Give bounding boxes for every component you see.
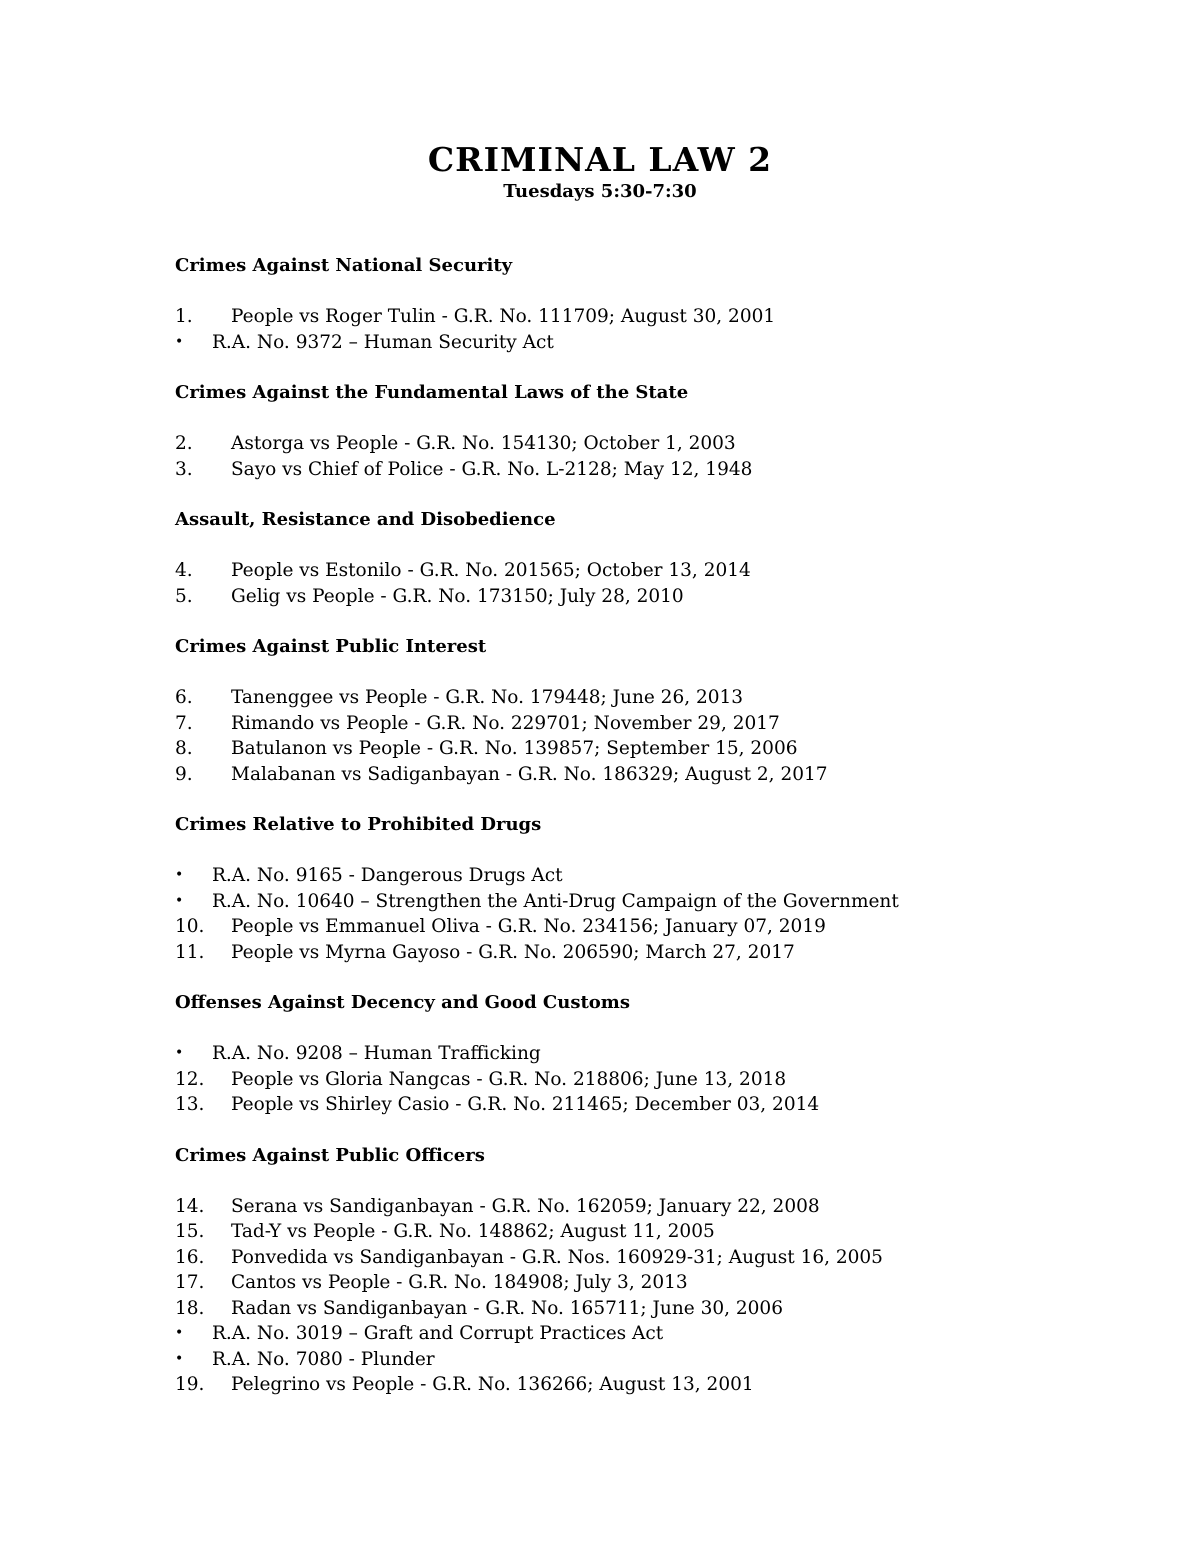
- item-number: 18.: [175, 1297, 205, 1319]
- item-number: 9.: [175, 763, 193, 785]
- case-list-item: [175, 711, 1135, 737]
- item-text: R.A. No. 3019 – Graft and Corrupt Practices Act: [212, 1323, 664, 1344]
- document-title: CRIMINAL LAW 2: [427, 140, 773, 179]
- item-text: Batulanon vs People - G.R. No. 139857; September 15, 2006: [231, 738, 798, 759]
- case-list-item: [175, 940, 1135, 966]
- item-number: 5.: [175, 585, 193, 607]
- section-heading: Crimes Relative to Prohibited Drugs: [175, 814, 542, 835]
- bullet-marker: •: [175, 892, 184, 909]
- item-number: 11.: [175, 941, 205, 963]
- item-number: 3.: [175, 458, 193, 480]
- item-text: People vs Myrna Gayoso - G.R. No. 206590; March 27, 2017: [231, 941, 795, 963]
- item-text: Serana vs Sandiganbayan - G.R. No. 162059; January 22, 2008: [231, 1195, 820, 1217]
- item-number: 17.: [175, 1272, 205, 1293]
- case-list: [175, 685, 1135, 787]
- item-number: 15.: [175, 1221, 205, 1242]
- item-text: People vs Emmanuel Oliva - G.R. No. 234156; January 07, 2019: [231, 916, 826, 937]
- item-text: People vs Roger Tulin - G.R. No. 111709; August 30, 2001: [231, 306, 776, 327]
- case-list: [175, 1041, 1135, 1118]
- item-number: 1.: [175, 306, 193, 327]
- case-list-item: [175, 1296, 1135, 1322]
- case-list-item: [175, 1219, 1135, 1245]
- case-list-item: [175, 1270, 1135, 1296]
- item-text: Gelig vs People - G.R. No. 173150; July 28, 2010: [231, 585, 684, 607]
- document-subtitle: Tuesdays 5:30-7:30: [503, 181, 697, 202]
- case-list-item: [175, 762, 1135, 788]
- item-text: R.A. No. 9208 – Human Trafficking: [212, 1043, 541, 1064]
- item-number: 14.: [175, 1195, 205, 1217]
- item-text: Tad-Y vs People - G.R. No. 148862; August 11, 2005: [231, 1221, 715, 1242]
- item-number: 13.: [175, 1094, 205, 1115]
- statute-list-item: [175, 330, 1135, 356]
- item-text: R.A. No. 9165 - Dangerous Drugs Act: [212, 865, 563, 886]
- item-text: Cantos vs People - G.R. No. 184908; July 3, 2013: [231, 1272, 688, 1293]
- case-list-item: [175, 1245, 1135, 1271]
- document-body: [175, 253, 1135, 1423]
- bullet-marker: •: [175, 333, 184, 350]
- case-list: [175, 304, 1135, 355]
- item-text: People vs Gloria Nangcas - G.R. No. 218806; June 13, 2018: [231, 1068, 787, 1090]
- case-list: [175, 1194, 1135, 1398]
- item-number: 7.: [175, 712, 193, 734]
- bullet-marker: •: [175, 1350, 184, 1367]
- item-text: Astorga vs People - G.R. No. 154130; October 1, 2003: [231, 433, 736, 454]
- item-text: Ponvedida vs Sandiganbayan - G.R. Nos. 160929-31; August 16, 2005: [231, 1246, 883, 1268]
- case-list-item: [175, 457, 1135, 483]
- case-list-item: [175, 304, 1135, 330]
- case-list-item: [175, 914, 1135, 940]
- case-list-item: [175, 558, 1135, 584]
- item-number: 8.: [175, 738, 193, 759]
- bullet-marker: •: [175, 1045, 184, 1061]
- bullet-marker: •: [175, 867, 184, 883]
- item-number: 2.: [175, 433, 193, 454]
- statute-list-item: [175, 889, 1135, 915]
- item-number: 19.: [175, 1374, 205, 1395]
- case-list-item: [175, 584, 1135, 610]
- case-list: [175, 863, 1135, 965]
- item-text: R.A. No. 10640 – Strengthen the Anti-Drug Campaign of the Government: [212, 890, 899, 912]
- section-heading: Offenses Against Decency and Good Customs: [175, 992, 630, 1013]
- item-text: People vs Estonilo - G.R. No. 201565; October 13, 2014: [231, 560, 751, 581]
- item-text: Rimando vs People - G.R. No. 229701; November 29, 2017: [231, 712, 780, 734]
- item-number: 10.: [175, 916, 205, 937]
- item-text: Pelegrino vs People - G.R. No. 136266; August 13, 2001: [231, 1374, 754, 1395]
- item-text: Radan vs Sandiganbayan - G.R. No. 165711; June 30, 2006: [231, 1297, 783, 1319]
- statute-list-item: [175, 1321, 1135, 1347]
- case-list-item: [175, 685, 1135, 711]
- item-number: 4.: [175, 560, 193, 581]
- case-list-item: [175, 1067, 1135, 1093]
- item-number: 6.: [175, 687, 193, 708]
- section-heading: Crimes Against National Security: [175, 255, 513, 276]
- statute-list-item: [175, 1041, 1135, 1067]
- item-text: R.A. No. 7080 - Plunder: [212, 1348, 435, 1370]
- item-number: 16.: [175, 1246, 205, 1268]
- statute-list-item: [175, 1347, 1135, 1373]
- section-heading: Crimes Against Public Interest: [175, 636, 487, 657]
- section-heading: Assault, Resistance and Disobedience: [175, 509, 556, 530]
- item-text: Sayo vs Chief of Police - G.R. No. L-2128; May 12, 1948: [231, 458, 753, 480]
- case-list-item: [175, 1372, 1135, 1398]
- item-text: Tanenggee vs People - G.R. No. 179448; June 26, 2013: [231, 687, 744, 708]
- statute-list-item: [175, 863, 1135, 889]
- case-list-item: [175, 1092, 1135, 1118]
- case-list-item: [175, 431, 1135, 457]
- case-list-item: [175, 1194, 1135, 1220]
- section-heading: Crimes Against the Fundamental Laws of the State: [175, 382, 689, 403]
- case-list: [175, 431, 1135, 482]
- item-text: People vs Shirley Casio - G.R. No. 211465; December 03, 2014: [231, 1094, 820, 1115]
- section-heading: Crimes Against Public Officers: [175, 1144, 485, 1166]
- item-text: R.A. No. 9372 – Human Security Act: [212, 331, 554, 353]
- item-number: 12.: [175, 1068, 205, 1090]
- case-list: [175, 558, 1135, 609]
- bullet-marker: •: [175, 1325, 184, 1341]
- case-list-item: [175, 736, 1135, 762]
- item-text: Malabanan vs Sadiganbayan - G.R. No. 186329; August 2, 2017: [231, 763, 828, 785]
